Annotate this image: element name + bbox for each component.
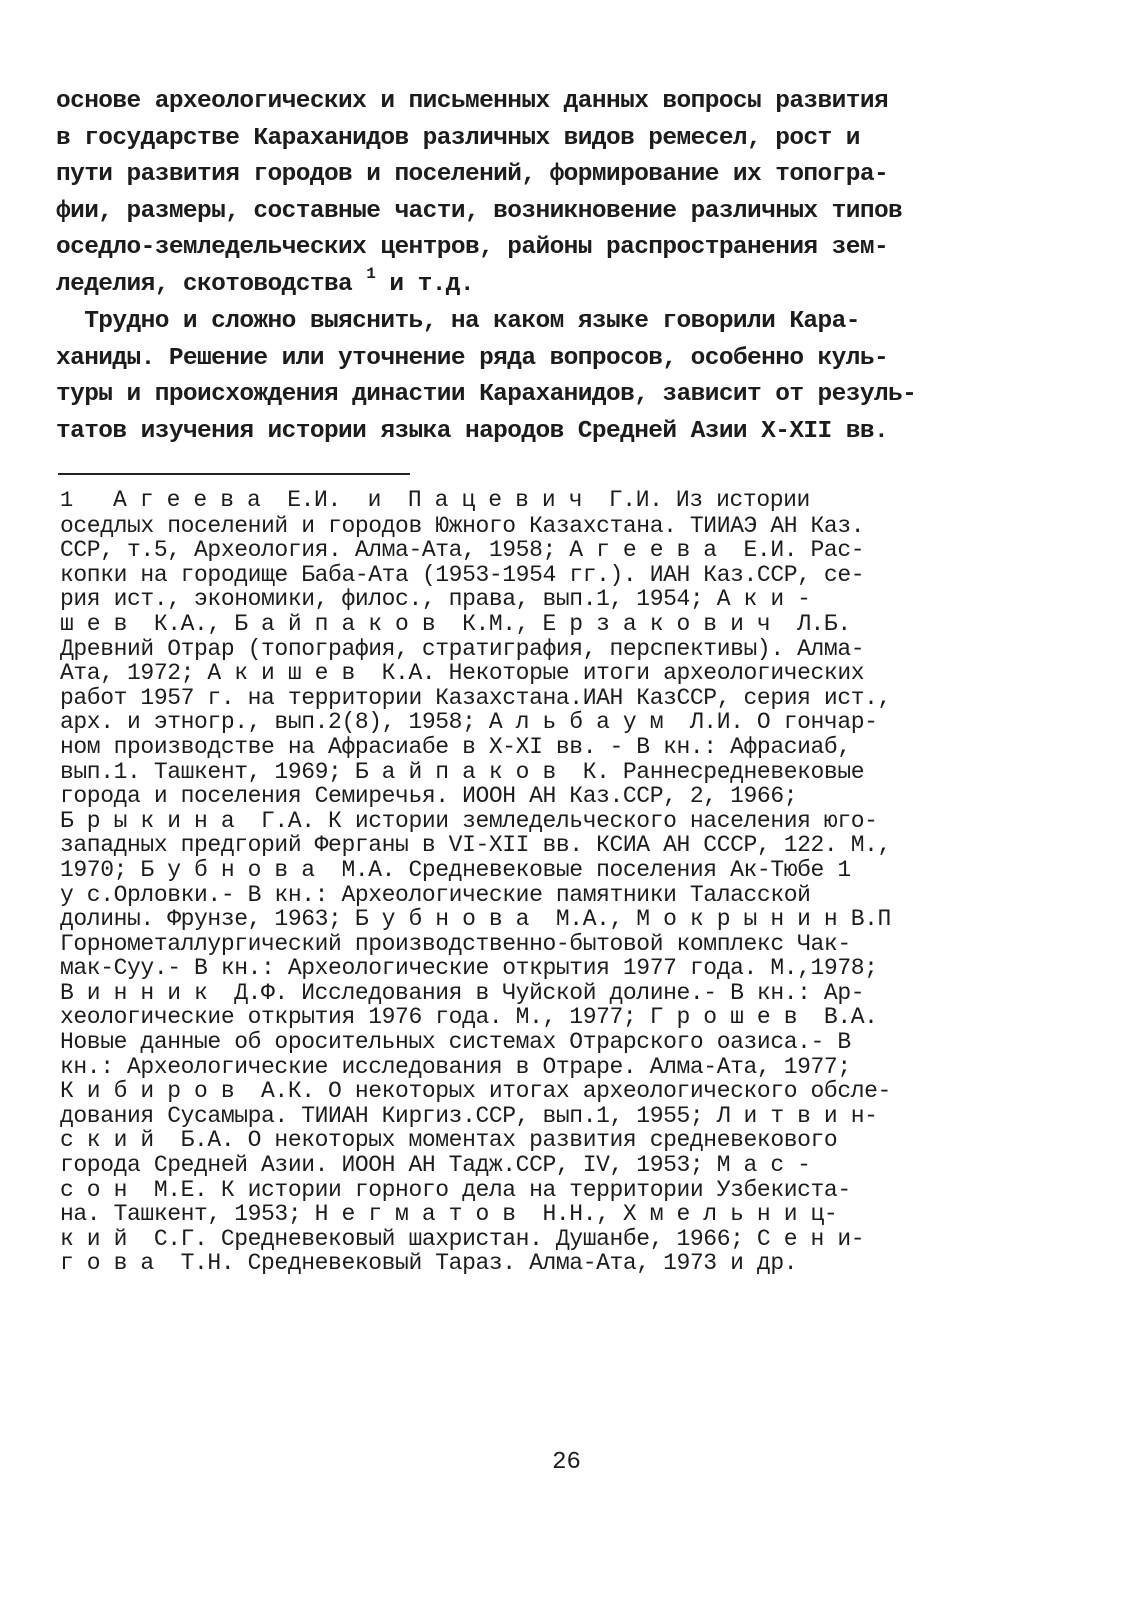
footnote-line: Новые данные об оросительных системах Отрарского оазиса.- В bbox=[60, 1029, 851, 1056]
footnote-line: вып.1. Ташкент, 1969; Б а й п а к о в К. Раннесредневековые bbox=[60, 758, 865, 785]
footnote-line: арх. и этногр., вып.2(8), 1958; А л ь б а у м Л.И. О гончар- bbox=[60, 709, 878, 736]
main-line: фии, размеры, составные части, возникновение различных типов bbox=[56, 197, 903, 225]
main-line: оседло-земледельческих центров, районы распространения зем- bbox=[56, 234, 889, 261]
footnote-line bbox=[60, 488, 1060, 514]
main-line-with-footnote bbox=[56, 264, 1046, 305]
main-line-tail: и т.д. bbox=[375, 270, 474, 298]
main-line: пути развития городов и поселений, формирование их топогра- bbox=[56, 161, 889, 188]
footnote bbox=[60, 488, 1060, 1276]
footnote-line: Древний Отрар (топография, стратиграфия, перспективы). Алма- bbox=[60, 635, 865, 662]
footnote-line: 1970; Б у б н о в а М.А. Средневековые поселения Ак-Тюбе 1 bbox=[60, 856, 851, 883]
footnote-reference[interactable]: 1 bbox=[366, 264, 376, 283]
main-line: ханиды. Решение или уточнение ряда вопросов, особенно куль- bbox=[56, 344, 889, 372]
main-line-text: леделия, скотоводства bbox=[56, 270, 353, 298]
footnote-line: к и й С.Г. Средневековый шахристан. Душанбе, 1966; С е н и- bbox=[60, 1225, 865, 1252]
footnote-line: западных предгорий Ферганы в VI-XII вв. КСИА АН СССР, 122. М., bbox=[60, 832, 891, 859]
footnote-line: долины. Фрунзе, 1963; Б у б н о в а М.А., М о к р ы н и н В.П bbox=[60, 906, 891, 933]
footnote-line: хеологические открытия 1976 года. М., 1977; Г р о ш е в В.А. bbox=[60, 1004, 878, 1031]
footnote-line: ССР, т.5, Археология. Алма-Ата, 1958; А г е е в а Е.И. Рас- bbox=[60, 537, 865, 564]
page-number: 26 bbox=[552, 1449, 581, 1476]
footnote-line: Горнометаллургический производственно-бытовой комплекс Чак- bbox=[60, 930, 851, 957]
footnote-line: оседлых поселений и городов Южного Казахстана. ТИИАЭ АН Каз. bbox=[60, 512, 865, 539]
footnote-line: копки на городище Баба-Ата (1953-1954 гг.). ИАН Каз.ССР, се- bbox=[60, 561, 865, 588]
footnote-line: В и н н и к Д.Ф. Исследования в Чуйской долине.- В кн.: Ар- bbox=[60, 979, 865, 1006]
footnote-line: у с.Орловки.- В кн.: Археологические памятники Таласской bbox=[60, 881, 811, 908]
footnote-line: г о в а Т.Н. Средневековый Тараз. Алма-Ата, 1973 и др. bbox=[60, 1250, 798, 1277]
footnote-line: рия ист., экономики, филос., права, вып.1, 1954; А к и - bbox=[60, 586, 811, 613]
footnote-line: ш е в К.А., Б а й п а к о в К.М., Е р з а к о в и ч Л.Б. bbox=[60, 610, 851, 637]
footnote-line: с к и й Б.А. О некоторых моментах развития средневекового bbox=[60, 1127, 838, 1154]
footnote-line: работ 1957 г. на территории Казахстана.ИАН КазССР, серия ист., bbox=[60, 684, 891, 711]
main-line: Трудно и сложно выяснить, на каком языке говорили Кара- bbox=[56, 308, 860, 335]
footnote-line: дования Сусамыра. ТИИАН Киргиз.ССР, вып.1, 1955; Л и т в и н- bbox=[60, 1102, 878, 1129]
main-line: туры и происхождения династии Караханидов, зависит от резуль- bbox=[56, 381, 917, 408]
main-line: татов изучения истории языка народов Средней Азии X-XII вв. bbox=[56, 417, 889, 445]
footnote-divider bbox=[58, 473, 410, 475]
main-text bbox=[56, 84, 1046, 450]
footnote-line: города и поселения Семиречья. ИООН АН Каз.ССР, 2, 1966; bbox=[60, 783, 798, 810]
footnote-line: с о н М.Е. К истории горного дела на территории Узбекиста- bbox=[60, 1176, 851, 1203]
footnote-line: Ата, 1972; А к и ш е в К.А. Некоторые итоги археологических bbox=[60, 660, 865, 687]
main-line: в государстве Караханидов различных видов ремесел, рост и bbox=[56, 124, 860, 152]
footnote-line: ном производстве на Афрасиабе в X-XI вв. - В кн.: Афрасиаб, bbox=[60, 733, 851, 760]
footnote-line: К и б и р о в А.К. О некоторых итогах археологического обсле- bbox=[60, 1078, 891, 1105]
footnote-line: кн.: Археологические исследования в Отраре. Алма-Ата, 1977; bbox=[60, 1053, 851, 1080]
main-line: основе археологических и письменных данных вопросы развития bbox=[56, 88, 889, 115]
footnote-line: на. Ташкент, 1953; Н е г м а т о в Н.Н., Х м е л ь н и ц- bbox=[60, 1201, 838, 1228]
footnote-mark: 1 bbox=[60, 488, 73, 513]
footnote-line: Б р ы к и н а Г.А. К истории земледельческого населения юго- bbox=[60, 807, 878, 834]
footnote-line: мак-Суу.- В кн.: Археологические открытия 1977 года. М.,1978; bbox=[60, 955, 878, 982]
footnote-line-text: А г е е в а Е.И. и П а ц е в и ч Г.И. Из истории bbox=[72, 487, 810, 513]
footnote-line: города Средней Азии. ИООН АН Тадж.ССР, IV, 1953; М а с - bbox=[60, 1152, 811, 1179]
